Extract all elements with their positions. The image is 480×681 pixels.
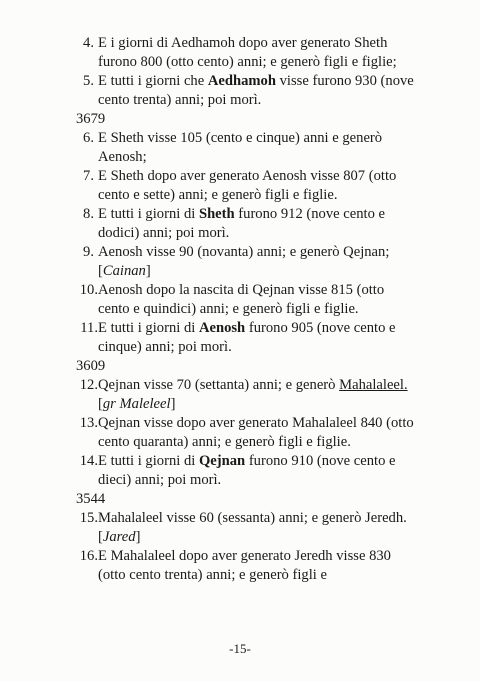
page-number: -15- — [229, 641, 251, 656]
verse-text — [98, 414, 416, 452]
verse-item — [76, 34, 416, 72]
section-marker: 3544 — [76, 491, 106, 507]
verse-item — [76, 547, 416, 585]
verse-text-run: Qejnan visse dopo aver generato Mahalaleel 840 (otto cento quaranta) anni; e generò figli e figlie. — [98, 415, 414, 450]
verse-number: 16. — [79, 548, 98, 564]
verse-item — [76, 509, 416, 547]
verse-item — [76, 452, 416, 490]
verse-name-bold: Aedhamoh — [207, 73, 276, 89]
verse-item — [76, 281, 416, 319]
verse-number: 9. — [83, 244, 94, 260]
verse-number: 15. — [79, 510, 98, 526]
verse-item — [76, 205, 416, 243]
verse-item — [76, 72, 416, 110]
verse-text — [98, 319, 416, 357]
verse-number: 7. — [83, 168, 94, 184]
verse-text-run: E tutti i giorni di — [98, 320, 199, 336]
section-marker: 3679 — [76, 111, 106, 127]
verse-text — [98, 167, 416, 205]
verse-item — [76, 243, 416, 281]
verse-text — [98, 205, 416, 243]
verse-text — [98, 509, 416, 547]
verse-number: 14. — [79, 453, 98, 469]
verse-number: 12. — [79, 377, 98, 393]
verse-number: 11. — [80, 320, 98, 336]
verse-number: 8. — [83, 206, 94, 222]
verse-text-run: Mahalaleel visse 60 (sessanta) anni; e generò Jeredh. [ — [98, 510, 407, 545]
verse-text-run: E tutti i giorni di — [98, 206, 199, 222]
verse-annotation-italic: Cainan — [102, 263, 146, 279]
verse-text — [98, 72, 416, 110]
verse-list — [76, 34, 416, 585]
verse-annotation-italic: Jared — [102, 529, 136, 545]
verse-text-run: visse furono 930 (nove cento trenta) anni; poi morì. — [98, 73, 414, 108]
verse-text-run: ] — [135, 529, 141, 545]
verse-number: 6. — [83, 130, 94, 146]
verse-text-run: E Sheth dopo aver generato Aenosh visse 807 (otto cento e sette) anni; e generò figli e figlie. — [98, 168, 397, 203]
section-marker: 3609 — [76, 358, 106, 374]
verse-text-run: furono 905 (nove cento e cinque) anni; poi morì. — [98, 320, 396, 355]
verse-number: 5. — [83, 73, 94, 89]
verse-text-run: [ — [98, 396, 103, 412]
verse-item — [76, 319, 416, 357]
verse-text-run: E tutti i giorni di — [98, 453, 199, 469]
verse-item — [76, 129, 416, 167]
verse-text-run: E Sheth visse 105 (cento e cinque) anni e generò Aenosh; — [98, 130, 383, 165]
verse-name-bold: Qejnan — [198, 453, 246, 469]
verse-text-run: Aenosh dopo la nascita di Qejnan visse 815 (otto cento e quindici) anni; e generò figli e figlie. — [98, 282, 385, 317]
verse-text — [98, 376, 416, 414]
verse-item — [76, 414, 416, 452]
verse-number: 13. — [79, 415, 98, 431]
verse-text — [98, 452, 416, 490]
verse-text-run: Aenosh visse 90 (novanta) anni; e generò Qejnan; [ — [98, 244, 390, 279]
verse-text — [98, 281, 416, 319]
verse-text-run: ] — [170, 396, 176, 412]
verse-text — [98, 129, 416, 167]
verse-text — [98, 34, 416, 72]
verse-item — [76, 376, 416, 414]
verse-name-underlined: Mahalaleel. — [339, 377, 408, 393]
verse-name-bold: Aenosh — [198, 320, 246, 336]
verse-text-run: E i giorni di Aedhamoh dopo aver generato Sheth furono 800 (otto cento) anni; e generò figli e figlie; — [98, 35, 397, 70]
verse-text — [98, 547, 416, 585]
verse-annotation-italic: gr Maleleel — [102, 396, 171, 412]
verse-text — [98, 243, 416, 281]
verse-text-run: furono 910 (nove cento e dieci) anni; poi morì. — [98, 453, 396, 488]
verse-text-run: furono 912 (nove cento e dodici) anni; poi morì. — [98, 206, 385, 241]
verse-number: 10. — [79, 282, 98, 298]
verse-text-run: ] — [145, 263, 151, 279]
verse-text-run: E tutti i giorni che — [98, 73, 208, 89]
verse-text-run: E Mahalaleel dopo aver generato Jeredh visse 830 (otto cento trenta) anni; e generò figli e — [98, 548, 391, 583]
verse-number: 4. — [83, 35, 94, 51]
verse-item — [76, 167, 416, 205]
verse-text-run: Qejnan visse 70 (settanta) anni; e generò — [98, 377, 340, 393]
verse-name-bold: Sheth — [198, 206, 235, 222]
